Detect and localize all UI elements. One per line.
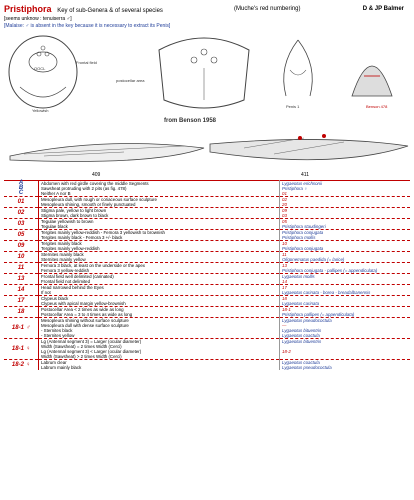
key-description-line: Clypeus black (41, 296, 69, 301)
key-row (4, 208, 410, 219)
key-description (39, 318, 280, 339)
header (4, 2, 410, 16)
key-description-line: Tergites mainly black - Femora 3 +/- black (41, 235, 123, 240)
key-result (280, 252, 411, 263)
key-description-line: Labrum mainly black (41, 365, 82, 370)
key-description-line: Femora 3 black, at least on the underside or the apex (41, 263, 145, 268)
key-couplet-number: 18-1 ♂ (4, 318, 39, 339)
key-description (39, 252, 280, 263)
key-result-line: 03 (282, 213, 287, 218)
key-description-line: - Sternites yellow (41, 333, 75, 338)
key-description-line: Mesopleura shining, smooth or finely punctuated (41, 202, 136, 207)
key-result-line: Lygaeotus coactula (282, 333, 320, 338)
key-description-line: Tergites mainly yellow-reddish - Femora 3 yellowish to brownish (41, 230, 165, 235)
key-result-line: 18-2 (282, 349, 291, 354)
caption-frontal-field: Frontal field (76, 60, 97, 65)
key-couplet-number: 10 (4, 252, 39, 263)
key-result-line: 18-1 (282, 307, 291, 312)
wing-figures (4, 126, 410, 172)
key-description-line: Stigma pale, yellow to light brown (41, 208, 107, 213)
key-description-line: Sternites mainly black (41, 252, 84, 257)
key-page (4, 2, 410, 496)
key-description-line: Tegulae yellowish to brown (41, 219, 94, 224)
key-description-line: Sternites mainly yellow (41, 257, 86, 262)
key-result-line: Pristiphora mollis (282, 235, 316, 240)
wing-banner (4, 116, 410, 180)
key-result-line: Lygaeotus pseudococtula (282, 365, 332, 370)
key-description (39, 307, 280, 318)
key-result-line: 05 (282, 219, 287, 224)
key-description (39, 285, 280, 296)
key-couplet-number: 01 (4, 197, 39, 208)
label-409: 409 (92, 172, 101, 178)
key-couplet-number: 14 (4, 285, 39, 296)
key-result-line: Pristiphora ♀ (282, 186, 308, 191)
key-result (280, 285, 411, 296)
key-row (4, 274, 410, 285)
key-result-line: Lygaeotus carinata - borea - breadalbanensis (282, 290, 371, 295)
key-description (39, 197, 280, 208)
key-result-line: Lygaeotus bituentris (282, 339, 322, 344)
penis-figure (272, 36, 324, 102)
key-result-line: 20 (282, 202, 287, 207)
key-row (4, 339, 410, 360)
key-table (4, 180, 410, 370)
key-couplet-number: 18-2 ♀ (4, 360, 39, 371)
key-description-line: Clypeus with apical margin yellow-brownish (41, 301, 126, 306)
key-result-line: Pristiphora pallipes (= appendiculata) (282, 312, 355, 317)
sawsheath-figure (342, 36, 402, 102)
key-result-line: 01 (282, 191, 287, 196)
key-description (39, 339, 280, 360)
page-subtitle: Key of sub-Genera & of several species (57, 8, 163, 14)
key-row (4, 197, 410, 208)
key-description (39, 219, 280, 230)
caption-oocl: OOCL (34, 66, 46, 71)
caption-postocellar: postocellar area (116, 78, 145, 83)
key-result-line: Pristiphora conjugata (282, 246, 324, 251)
key-result-line: 09 (282, 208, 287, 213)
key-description (39, 263, 280, 274)
key-description-line: Mesopleura dull with dense surface sculpture (41, 323, 129, 328)
caption-benson: Benson 478 (366, 104, 388, 109)
key-result (280, 230, 411, 241)
key-description-line: Sawsheat protruding with 2 pits (as fig. 478) (41, 186, 127, 191)
key-description-line: Mesopleura dull, with rough or coriaceous surface sculpture (41, 197, 157, 202)
key-couplet-number: C (4, 191, 39, 197)
key-description (39, 241, 280, 252)
key-description-line: Postocellar Area < 2 times as wide as long (41, 307, 124, 312)
key-description (39, 296, 280, 307)
numbering-note: (Muche's red numbering) (234, 6, 301, 12)
key-couplet-number: 11 (4, 263, 39, 274)
key-result-line: 11 (282, 252, 287, 257)
note-2: [Malaise: ♂ is absent in the key because it is necessary to extract its Penis] (4, 23, 171, 29)
caption-penis: Penis 1 (286, 104, 300, 109)
key-result (280, 307, 411, 318)
key-description-line: Femora 3 yellow-reddish (41, 268, 90, 273)
key-result-line: — (282, 323, 287, 328)
caption-yellowish-1: Yellowish (32, 108, 49, 113)
banner-title: from Benson 1958 (164, 118, 217, 124)
key-description-line: Lg (Antennal segment 3) < Larger (ocular diameter) (41, 349, 142, 354)
key-result-line: Lygaeotus pseudococtula (282, 318, 332, 323)
key-description-line: Tergites mainly black (41, 241, 82, 246)
key-result-line: Pristiphora conjugata - pallipes (= appendiculata) (282, 268, 378, 273)
key-couplet-number: 17 (4, 296, 39, 307)
key-result-line: Lygaeotus erichsonii (282, 181, 322, 186)
head-front-figure (6, 32, 80, 110)
key-row (4, 360, 410, 371)
key-result (280, 263, 411, 274)
key-result-line: Lygaeotus carinata (282, 301, 320, 306)
key-row (4, 252, 410, 263)
key-row (4, 263, 410, 274)
key-row (4, 318, 410, 339)
key-description-line: Tergites mainly yellow-reddish (41, 246, 100, 251)
key-couplet-number: 13 (4, 274, 39, 285)
key-description-line: Mesopleura shining without surface sculpture (41, 318, 129, 323)
key-result-line: 02 (282, 197, 287, 202)
key-result-line: 14 (282, 279, 287, 284)
key-result (280, 241, 411, 252)
key-row (4, 219, 410, 230)
key-couplet-number: 09 (4, 241, 39, 252)
note-1: [seems unknow : tenuiserra ♂] (4, 16, 72, 22)
page-title: Pristiphora (4, 4, 52, 14)
key-description-line: Frontal field well delimited (carinated) (41, 274, 114, 279)
key-description-line: Neither A nor B (41, 191, 71, 196)
key-result-line: Lygaeotus bituentris (282, 328, 322, 333)
key-couplet-number: 05 (4, 230, 39, 241)
key-description-line: Head narrowed behind the Eyes (41, 285, 104, 290)
key-result-line: 17 (282, 285, 287, 290)
key-couplet-number: 18 (4, 307, 39, 318)
key-result (280, 339, 411, 360)
label-411: 411 (301, 172, 309, 178)
key-row (4, 241, 410, 252)
key-description (39, 360, 280, 371)
key-result (280, 318, 411, 339)
key-result-line: Oligonematus paedida (= larice) (282, 257, 345, 262)
key-result-line: Lygaeotus coactula (282, 360, 320, 365)
key-description-line: Width (Sawsheat) > 2 times Width (Cerci) (41, 354, 122, 359)
key-description-line: Width (Sawsheat) = 2 times Width (Cerci) (41, 344, 122, 349)
key-result-line: 10 (282, 241, 287, 246)
key-description-line: Frontal field not delimited (41, 279, 91, 284)
key-couplet-number: 02 (4, 208, 39, 219)
key-row (4, 296, 410, 307)
key-result (280, 208, 411, 219)
figure-strip (4, 30, 410, 116)
key-result-line: Lygaeotus mollis (282, 274, 315, 279)
key-result-line: Pristiphora staudingeri (282, 224, 326, 229)
key-result (280, 219, 411, 230)
authors: D & JP Balmer (362, 6, 404, 12)
key-description-line: Labrum clear (41, 360, 67, 365)
key-result (280, 296, 411, 307)
key-row (4, 230, 410, 241)
key-couplet-number: 03 (4, 219, 39, 230)
key-description-line: Lg (Antennal segment 3) = Larger (ocular diameter) (41, 339, 142, 344)
key-description-line: Postocellar Area = 3 to 4 times as wide as long (41, 312, 133, 317)
key-couplet-number: 18-1 ♀ (4, 339, 39, 360)
key-description-line: If not (41, 290, 51, 295)
key-row (4, 285, 410, 296)
key-result (280, 360, 411, 371)
key-result-line: Pristiphora conjugata (282, 230, 324, 235)
key-couplet-number: B (4, 186, 39, 191)
key-description (39, 208, 280, 219)
key-description-line: Abdomen with red girdle covering the middle Segments (41, 181, 149, 186)
head-top-figure (154, 30, 254, 112)
key-description-line: Tegulae black (41, 224, 68, 229)
key-description (39, 274, 280, 285)
key-result (280, 197, 411, 208)
key-description-line: Stigma brown, dark brown to black (41, 213, 109, 218)
key-result (280, 274, 411, 285)
key-description-line: - Sternites black (41, 328, 73, 333)
key-result-line: 18 (282, 296, 287, 301)
key-row (4, 307, 410, 318)
key-couplet-number: A (4, 181, 39, 187)
key-result-line (282, 354, 408, 359)
key-description (39, 230, 280, 241)
key-result-line: 13 (282, 263, 287, 268)
